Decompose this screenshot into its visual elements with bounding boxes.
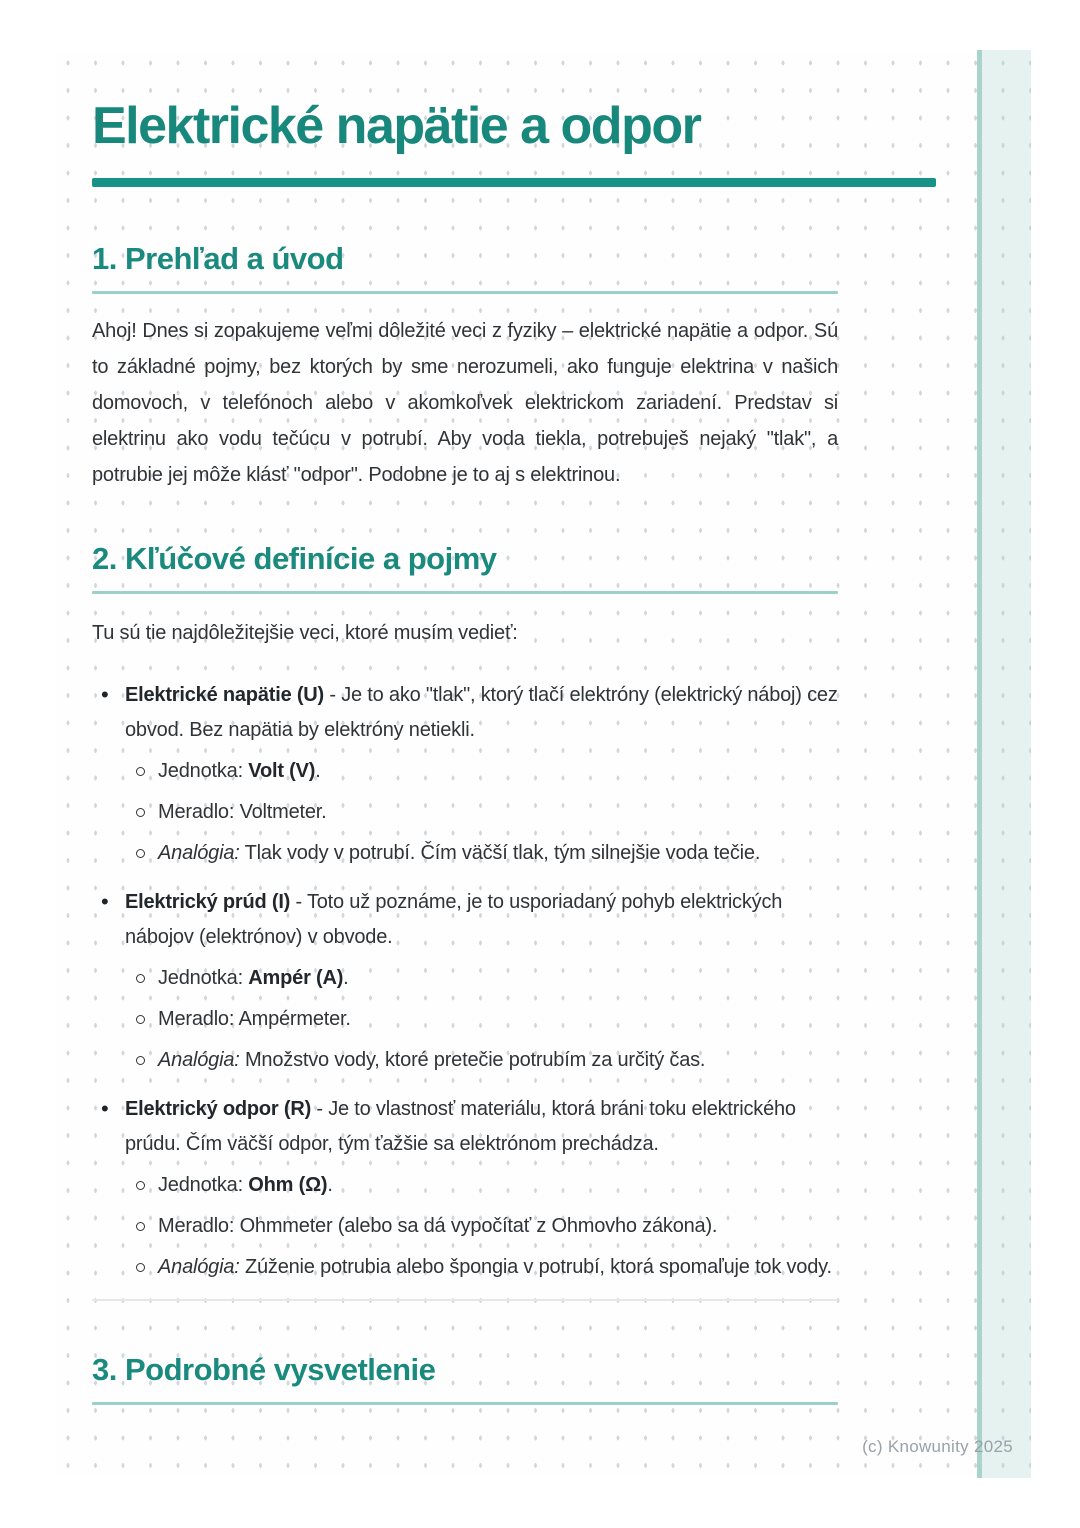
section-2-heading: 2. Kľúčové definície a pojmy bbox=[92, 541, 497, 576]
sub-item-meter bbox=[125, 795, 838, 830]
section-3-heading: 3. Podrobné vysvetlenie bbox=[92, 1352, 436, 1387]
section-2-intro: Tu sú tie najdôležitejšie veci, ktoré musím vedieť: bbox=[92, 622, 518, 644]
term-sublist bbox=[125, 1168, 838, 1285]
term-sublist bbox=[125, 754, 838, 871]
unit-label: Jednotka: bbox=[158, 967, 249, 989]
term-description: - Je to vlastnosť materiálu, ktorá bráni toku elektrického prúdu. Čím väčší odpor, tým ťažšie sa elektrónom prechádza. bbox=[125, 1098, 796, 1155]
page-title: Elektrické napätie a odpor bbox=[92, 97, 701, 155]
section-1-underline bbox=[92, 291, 838, 294]
term-sublist bbox=[125, 961, 838, 1078]
unit-label: Jednotka: bbox=[158, 760, 249, 782]
sub-item-analogy bbox=[125, 836, 838, 871]
analogy-text: Množstvo vody, ktoré pretečie potrubím za určitý čas. bbox=[239, 1049, 706, 1071]
term-description: - Je to ako "tlak", ktorý tlačí elektróny (elektrický náboj) cez obvod. Bez napätia by elektróny netiekli. bbox=[125, 684, 838, 741]
term-description: - Toto už poznáme, je to usporiadaný pohyb elektrických nábojov (elektrónov) v obvode. bbox=[125, 891, 783, 948]
section-3-underline bbox=[92, 1402, 838, 1405]
unit-tail: . bbox=[315, 760, 321, 782]
sub-item-unit bbox=[125, 961, 838, 996]
term-line bbox=[125, 678, 838, 748]
note-content bbox=[92, 50, 838, 1405]
unit-value: Ohm (Ω) bbox=[248, 1174, 328, 1196]
list-item-voltage bbox=[92, 678, 838, 871]
analogy-label: Analógia: bbox=[158, 842, 240, 864]
analogy-label: Analógia: bbox=[158, 1049, 240, 1071]
note-sheet bbox=[55, 50, 1031, 1478]
analogy-label: Analógia: bbox=[158, 1256, 240, 1278]
sub-item-meter bbox=[125, 1209, 838, 1244]
watermark: (c) Knowunity 2025 bbox=[862, 1437, 1013, 1456]
meter-text: Meradlo: Voltmeter. bbox=[158, 801, 327, 823]
unit-tail: . bbox=[327, 1174, 333, 1196]
section-1-heading: 1. Prehľad a úvod bbox=[92, 241, 344, 276]
title-underline bbox=[92, 178, 936, 187]
unit-value: Ampér (A) bbox=[248, 967, 344, 989]
sub-item-unit bbox=[125, 754, 838, 789]
analogy-text: Zúženie potrubia alebo špongia v potrubí, ktorá spomaľuje tok vody. bbox=[239, 1256, 832, 1278]
section-1-paragraph: Ahoj! Dnes si zopakujeme veľmi dôležité veci z fyziky – elektrické napätie a odpor. Sú to základné pojmy, bez ktorých by sme nerozumeli, ako funguje elektrina v našich domovoch, v telefónoch alebo v akomkoľvek elektrickom zariadení. Predstav si elektrinu ako vodu tečúcu v potrubí. Aby voda tiekla, potrebuješ nejaký "tlak", a potrubie jej môže klásť "odpor". Podobne je to aj s elektrinou. bbox=[92, 320, 838, 486]
term-name: Elektrický prúd (I) bbox=[125, 891, 291, 913]
meter-text: Meradlo: Ohmmeter (alebo sa dá vypočítať z Ohmovho zákona). bbox=[158, 1215, 718, 1237]
section-2-underline bbox=[92, 591, 838, 594]
sub-item-analogy bbox=[125, 1043, 838, 1078]
unit-value: Volt (V) bbox=[248, 760, 316, 782]
definitions-list bbox=[92, 678, 838, 1285]
section-divider bbox=[92, 1299, 838, 1301]
unit-label: Jednotka: bbox=[158, 1174, 249, 1196]
term-name: Elektrické napätie (U) bbox=[125, 684, 325, 706]
term-line bbox=[125, 1092, 838, 1162]
term-line bbox=[125, 885, 838, 955]
meter-text: Meradlo: Ampérmeter. bbox=[158, 1008, 351, 1030]
right-accent-stripe bbox=[977, 50, 1031, 1478]
sub-item-analogy bbox=[125, 1250, 838, 1285]
sub-item-meter bbox=[125, 1002, 838, 1037]
analogy-text: Tlak vody v potrubí. Čím väčší tlak, tým silnejšie voda tečie. bbox=[239, 842, 761, 864]
list-item-current bbox=[92, 885, 838, 1078]
list-item-resistance bbox=[92, 1092, 838, 1285]
sub-item-unit bbox=[125, 1168, 838, 1203]
unit-tail: . bbox=[343, 967, 349, 989]
term-name: Elektrický odpor (R) bbox=[125, 1098, 312, 1120]
